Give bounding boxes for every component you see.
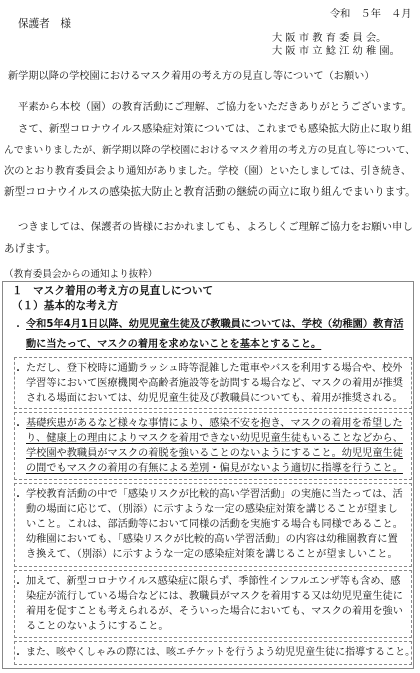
item-1-line-1: 令和5年4月1日以降、幼児児童生徒及び教職員については、学校（幼稚園）教育活 [26, 319, 404, 330]
item-4-line-4: 幼稚園においても、「感染リスクが比較的高い学習活動」の内容は幼稚園教育に置 [26, 534, 398, 545]
notice-source: （教育委員会からの通知より抜粋） [4, 269, 158, 280]
bullet-4: ・ [13, 492, 23, 503]
item-4-line-2: 動の場面に応じて、（別添）に示すような一定の感染症対策を講じることが望まし [26, 504, 398, 515]
sender-board: 大 阪 市 教 育 委 員 会。 [272, 33, 387, 44]
body-line-6: つきましては、保護者の皆様におかれましても、よろしくご理解ご協力をお願い申し [18, 221, 413, 233]
document-date: 令和 ５年 ４月 [330, 9, 412, 20]
item-4-line-5: き換えて、（別添）に示すような一定の感染症対策を講じることが望ましいこと。 [26, 549, 398, 560]
item-3-line-4: の間でもマスクの着用の有無による差別・偏見がないよう適切に指導を行うこと。 [26, 463, 403, 474]
body-line-5: 新型コロナウイルスの感染拡大防止と教育活動の継続の両立に取り組んでまいります。 [4, 186, 416, 198]
item-2-line-2: 学習等において医療機関や高齢者施設等を訪問する場合など、マスクの着用が推奨 [26, 378, 403, 389]
item-5-line-3: 着用を促すことも考えられるが、そういった場合においても、マスクの着用を強い [26, 606, 403, 617]
bullet-1: ・ [13, 322, 23, 333]
bullet-3: ・ [13, 421, 23, 432]
body-line-1: 平素から本校（園）の教育活動にご理解、ご協力をいただきありがとうございます。 [18, 101, 413, 113]
recipient: 保護者 様 [18, 18, 71, 30]
sender-school: 大 阪 市 立 鯰 江 幼 稚 園。 [272, 46, 400, 57]
section-title: １ マスク着用の考え方の見直しについて [12, 285, 214, 297]
body-line-2: さて、新型コロナウイルス感染症対策については、これまでも感染拡大防止に取り組 [18, 123, 412, 135]
item-5-line-4: ることのないようにすること。 [26, 621, 169, 632]
item-5-line-2: 染症が流行している場合などには、教職員がマスクを着用する又は幼児児童生徒に [26, 591, 403, 602]
item-3-line-3: 学校園や教職員がマスクの着脱を強いることのないようにすること。幼児児童生徒 [26, 448, 403, 459]
bullet-5: ・ [13, 579, 23, 590]
item-3-line-1: 基礎疾患があるなど様々な事情により、感染不安を抱き、マスクの着用を希望した [26, 418, 403, 429]
item-3-line-2: り、健康上の理由によりマスクを着用できない幼児児童生徒もいることなどから、 [26, 433, 403, 444]
item-4-line-3: いこと。これは、部活動等において同様の活動を実施する場合も同様であること。 [26, 519, 403, 530]
document-title: 新学期以降の学校園におけるマスク着用の考え方の見直し等について（お願い） [8, 71, 375, 82]
subsection-title: （１）基本的な考え方 [12, 300, 118, 312]
bullet-2: ・ [13, 366, 23, 377]
body-line-7: あげます。 [4, 243, 57, 255]
item-1-line-2: 動に当たって、マスクの着用を求めないことを基本とすること。 [26, 339, 322, 350]
item-2-line-1: ただし、登下校時に通勤ラッシュ時等混雑した電車やバスを利用する場合や、校外 [26, 363, 403, 374]
bullet-6: ・ [13, 650, 23, 661]
item-5-line-1: 加えて、新型コロナウイルス感染症に限らず、季節性インフルエンザ等も含め、感 [26, 576, 401, 587]
body-line-4: 次のとおり教育委員会より通知がありました。学校（園）といたしましては、引き続き、 [4, 166, 412, 177]
item-4-line-1: 学校教育活動の中で「感染リスクが比較的高い学習活動」の実施に当たっては、活 [26, 489, 403, 500]
item-6-line-1: また、咳やくしゃみの際には、咳エチケットを行うよう幼児児童生徒に指導すること。 [26, 647, 416, 658]
body-line-3: んでまいりましたが、新学期以降の学校園におけるマスク着用の考え方の見直し等について、 [4, 145, 416, 156]
item-2-line-3: される場面においては、幼児児童生徒及び教職員についても、着用が推奨される。 [26, 393, 403, 404]
